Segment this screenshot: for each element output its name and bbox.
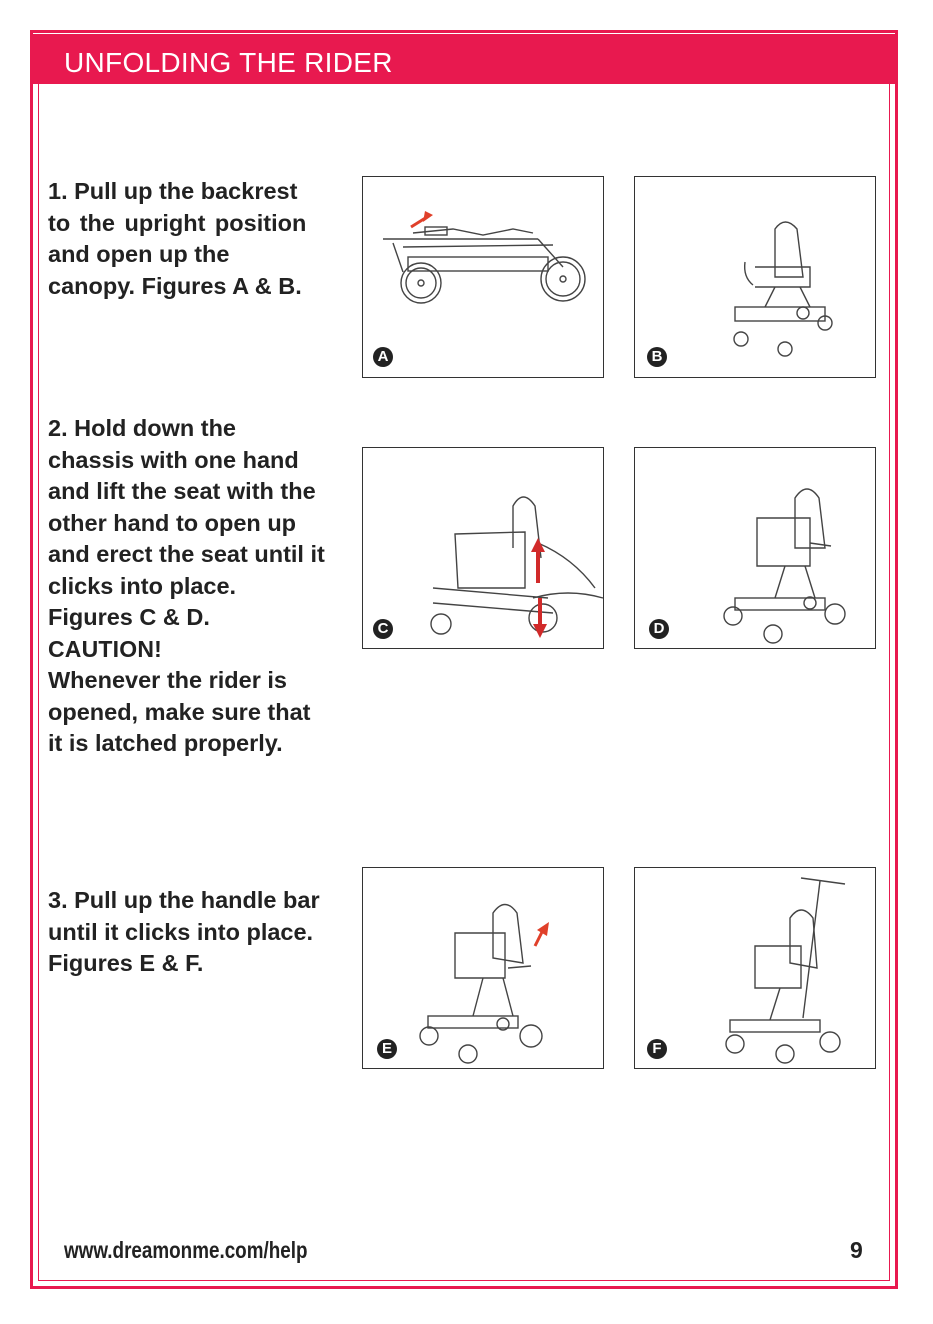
- step-line: other hand to open up: [48, 509, 297, 536]
- figure-b: [634, 176, 876, 378]
- caution-line: Whenever the rider is: [48, 667, 287, 693]
- footer-url: www.dreamonme.com/help: [64, 1237, 308, 1263]
- caution-heading: CAUTION!: [48, 635, 163, 662]
- figure-label-b: B: [647, 347, 667, 367]
- step-2: [48, 413, 325, 760]
- step-line: to the upright position: [48, 209, 307, 236]
- page-number: 9: [850, 1237, 863, 1263]
- step-line: clicks into place.: [48, 572, 237, 599]
- step-line: 1. Pull up the backrest: [48, 178, 298, 204]
- step-line: Figures C & D.: [48, 604, 210, 630]
- handle-raised-illustration: [635, 868, 877, 1070]
- figure-label-f: F: [647, 1039, 667, 1059]
- figure-a: [362, 176, 604, 378]
- section-title: UNFOLDING THE RIDER: [64, 47, 393, 78]
- figure-label-e: E: [377, 1039, 397, 1059]
- step-line: and lift the seat with the: [48, 478, 316, 504]
- step-line: chassis with one hand: [48, 446, 299, 473]
- step-line: until it clicks into place.: [48, 918, 314, 945]
- figure-e: [362, 867, 604, 1069]
- figure-label-c: C: [373, 619, 393, 639]
- folded-rider-illustration: [363, 177, 605, 379]
- figure-label-d: D: [649, 619, 669, 639]
- pull-handle-illustration: [363, 868, 605, 1070]
- caution-line: it is latched properly.: [48, 730, 283, 756]
- step-line: 2. Hold down the: [48, 415, 236, 441]
- step-line: Figures E & F.: [48, 950, 204, 976]
- step-line: and erect the seat until it: [48, 541, 325, 567]
- rider-backrest-up-illustration: [635, 177, 877, 379]
- section-header: [30, 34, 895, 84]
- step-line: canopy. Figures A & B.: [48, 272, 302, 299]
- step-line: and open up the: [48, 241, 230, 267]
- step-3: [48, 885, 320, 980]
- lift-seat-illustration: [363, 448, 605, 650]
- figure-f: [634, 867, 876, 1069]
- figure-label-a: A: [373, 347, 393, 367]
- caution-line: opened, make sure that: [48, 698, 311, 725]
- step-line: 3. Pull up the handle bar: [48, 887, 320, 913]
- figure-d: [634, 447, 876, 649]
- seat-erected-illustration: [635, 448, 877, 650]
- step-1: [48, 176, 306, 302]
- figure-c: [362, 447, 604, 649]
